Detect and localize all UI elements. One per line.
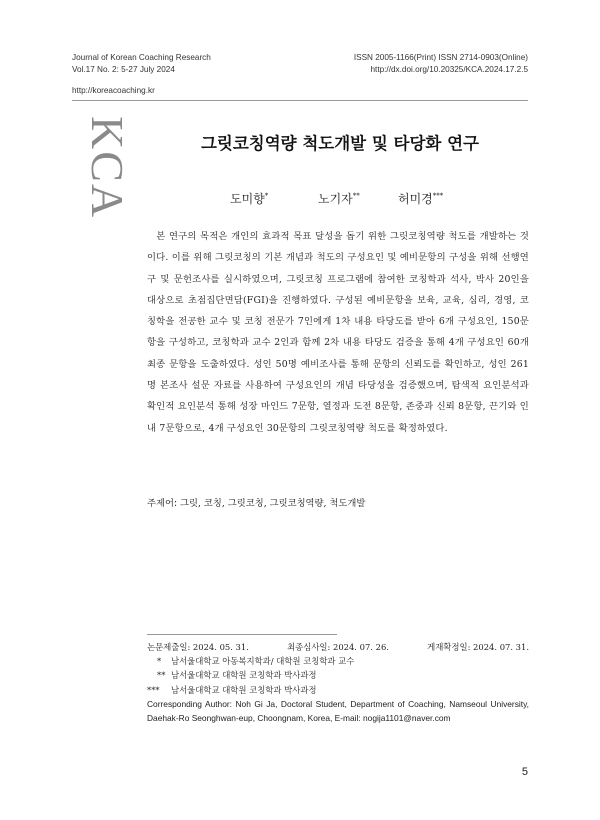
footnote-divider xyxy=(147,634,337,635)
abstract-text: 본 연구의 목적은 개인의 효과적 목표 달성을 돕기 위한 그릿코칭역량 척도를 개발하는 것이다. 이를 위해 그릿코칭의 기본 개념과 척도의 구성요인 및 예비문항의 구성을 위해 선행연구 및 문헌조사를 실시하였으며, 그릿코칭 프로그램에 참여한 코칭학과 석사, 박사 20인을 대상으로 초점집단면담(FGI)을 진행하였다. 구성된 예비문항을 보육, 교육, 심리, 경영, 코칭학을 전공한 교수 및 코칭 전문가 7인에게 1차 내용 타당도를 받아 6개 구성요인, 150문항을 구성하고, 코칭학과 교수 2인과 함께 2차 내용 타당도 검증을 통해 4개 구성요인 60개 최종 문항을 도출하였다. 성인 50명 예비조사를 통해 문항의 신뢰도를 확인하고, 성인 261명 본조사 설문 자료를 사용하여 구성요인의 개념 타당성을 검증했으며, 탐색적 요인분석과 확인적 요인분석 통해 성장 마인드 7문항, 열정과 도전 8문항, 존중과 신뢰 8문항, 끈기와 인내 7문항으로, 4개 구성요인 30문항의 그릿코칭역량 척도를 확정하였다. xyxy=(147,231,529,434)
keywords-text: 그릿, 코칭, 그릿코칭, 그릿코칭역량, 척도개발 xyxy=(180,498,366,509)
affiliation-3-text: 남서울대학교 대학원 코칭학과 박사과정 xyxy=(171,684,317,695)
kca-logo: KCA xyxy=(82,116,133,220)
author-3-mark: *** xyxy=(432,192,444,200)
affiliation-1 xyxy=(147,654,529,668)
footnotes xyxy=(147,640,529,725)
author-1-name: 도미향 xyxy=(230,192,265,206)
header-divider xyxy=(72,100,528,101)
submission-dates xyxy=(147,640,529,654)
corresponding-author: Corresponding Author: Noh Gi Ja, Doctoral Student, Department of Coaching, Namseoul University, Daehak-Ro Seonghwan-eup, Choongnam, Korea, E-mail: nogija1101@naver.com xyxy=(147,698,529,724)
page-number: 5 xyxy=(521,766,528,778)
author-2 xyxy=(318,190,360,207)
keywords-label: 주제어: xyxy=(147,498,178,509)
affiliation-3-mark: *** xyxy=(147,684,160,695)
paper-title: 그릿코칭역량 척도개발 및 타당화 연구 xyxy=(200,134,479,153)
keywords xyxy=(147,495,529,509)
date-submitted: 논문제출일: 2024. 05. 31. xyxy=(147,642,249,652)
affiliation-3 xyxy=(147,683,529,697)
author-2-name: 노기자 xyxy=(318,192,353,206)
author-2-mark: ** xyxy=(352,192,360,200)
date-reviewed: 최종심사일: 2024. 07. 26. xyxy=(287,642,389,652)
author-1 xyxy=(230,190,268,207)
author-3 xyxy=(398,190,443,207)
affiliation-2 xyxy=(147,668,529,682)
volume-info: Vol.17 No. 2: 5-27 July 2024 xyxy=(72,65,175,74)
journal-name: Journal of Korean Coaching Research xyxy=(72,53,211,62)
issn: ISSN 2005-1166(Print) ISSN 2714-0903(Online) xyxy=(353,53,528,62)
affiliation-2-text: 남서울대학교 대학원 코칭학과 박사과정 xyxy=(171,670,317,681)
affiliation-1-text: 남서울대학교 아동복지학과/ 대학원 코칭학과 교수 xyxy=(171,656,355,667)
doi-link[interactable]: http://dx.doi.org/10.20325/KCA.2024.17.2.5 xyxy=(370,65,528,74)
author-3-name: 허미경 xyxy=(398,192,433,206)
affiliation-1-mark: * xyxy=(157,656,162,667)
author-1-mark: * xyxy=(264,192,269,200)
date-accepted: 게재확정일: 2024. 07. 31. xyxy=(427,642,529,652)
affiliation-2-mark: ** xyxy=(157,670,166,681)
journal-url[interactable]: http://koreacoaching.kr xyxy=(72,86,155,95)
journal-header xyxy=(72,52,528,76)
